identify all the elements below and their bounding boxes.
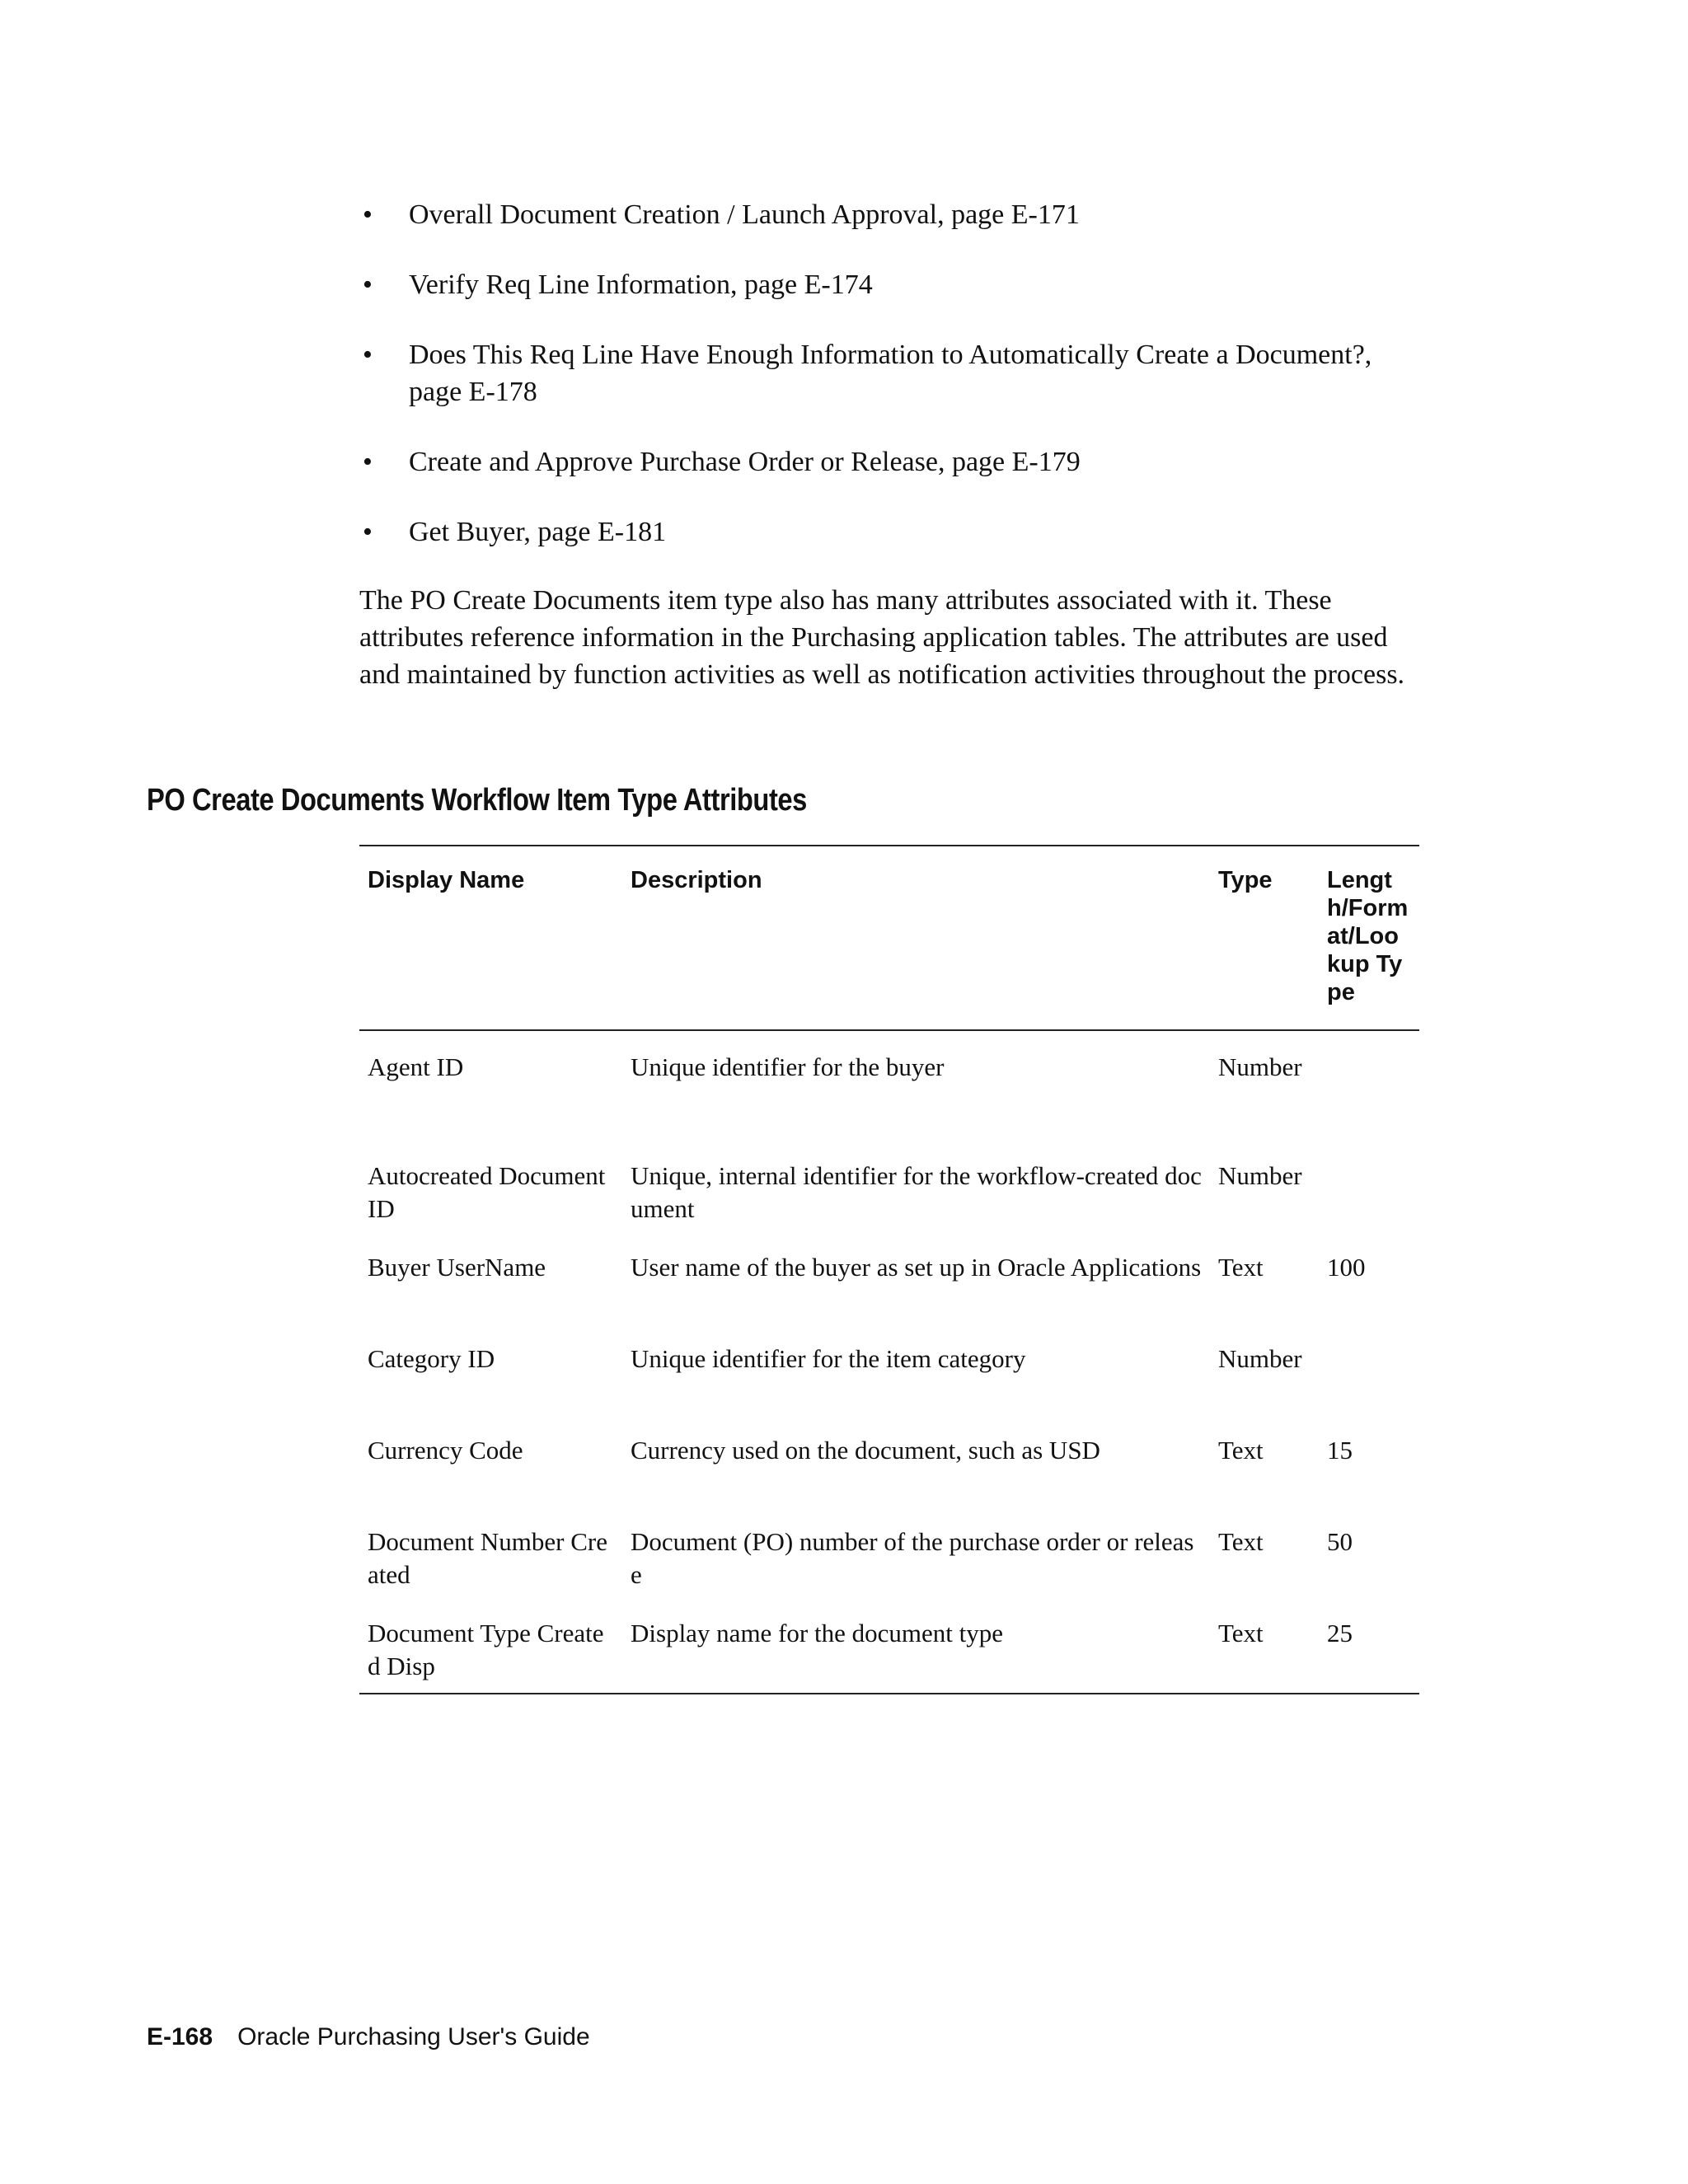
cell-display-name: Autocreated Document ID	[368, 1161, 606, 1223]
cell-display-name: Category ID	[368, 1344, 495, 1373]
table-row	[359, 1416, 1419, 1507]
table-row	[359, 1507, 1419, 1599]
list-item-link[interactable]: Get Buyer, page E-181	[409, 517, 667, 547]
list-item	[359, 266, 1431, 303]
cell-description: Document (PO) number of the purchase order or release	[631, 1527, 1194, 1589]
cell-description: Unique identifier for the item category	[631, 1344, 1026, 1373]
header-type: Type	[1210, 846, 1319, 1030]
cell-length	[1319, 1030, 1419, 1141]
cell-length	[1319, 1141, 1419, 1233]
bullet-icon: •	[363, 269, 373, 300]
cell-type: Number	[1218, 1344, 1302, 1373]
table-row	[359, 1324, 1419, 1416]
cell-display-name: Buyer UserName	[368, 1253, 546, 1282]
cell-description: Display name for the document type	[631, 1619, 1003, 1647]
bullet-icon: •	[363, 517, 373, 547]
intro-paragraph: The PO Create Documents item type also has many attributes associated with it. These attributes reference information in the Purchasing application tables. The attributes are used and maintained by function activities as well as notification activities throughout the process.	[359, 585, 1405, 690]
book-title: Oracle Purchasing User's Guide	[237, 2023, 590, 2050]
cell-length	[1319, 1324, 1419, 1416]
cell-length: 100	[1327, 1253, 1366, 1282]
cell-display-name: Currency Code	[368, 1436, 523, 1465]
bullet-list	[359, 196, 1431, 583]
cell-description: User name of the buyer as set up in Oracle Applications	[631, 1253, 1202, 1282]
list-item	[359, 196, 1431, 233]
cell-type: Text	[1218, 1527, 1264, 1556]
list-item	[359, 443, 1431, 480]
bullet-icon: •	[363, 340, 373, 370]
cell-description: Currency used on the document, such as USD	[631, 1436, 1100, 1465]
page-footer	[147, 2022, 590, 2052]
page-number: E-168	[147, 2023, 213, 2050]
cell-type: Text	[1218, 1619, 1264, 1647]
list-item-link[interactable]: Create and Approve Purchase Order or Release, page E-179	[409, 447, 1081, 477]
bullet-icon: •	[363, 199, 373, 230]
cell-length: 15	[1327, 1436, 1353, 1465]
header-description: Description	[622, 846, 1210, 1030]
list-item-link[interactable]: Verify Req Line Information, page E-174	[409, 269, 873, 300]
list-item-link[interactable]: Overall Document Creation / Launch Approval, page E-171	[409, 199, 1080, 230]
cell-display-name: Document Number Created	[368, 1527, 607, 1589]
cell-display-name: Document Type Created Disp	[368, 1619, 604, 1680]
bullet-icon: •	[363, 447, 373, 477]
cell-length: 25	[1327, 1619, 1353, 1647]
cell-length: 50	[1327, 1527, 1353, 1556]
cell-description: Unique identifier for the buyer	[631, 1052, 945, 1081]
cell-type: Number	[1218, 1161, 1302, 1190]
table-row	[359, 1141, 1419, 1233]
table-row	[359, 1030, 1419, 1141]
table-header-row	[359, 846, 1419, 1030]
list-item-link[interactable]: Does This Req Line Have Enough Information to Automatically Create a Document?, page E-178	[409, 340, 1372, 407]
list-item	[359, 513, 1431, 551]
table-row	[359, 1599, 1419, 1694]
cell-display-name: Agent ID	[368, 1052, 464, 1081]
header-display-name: Display Name	[359, 846, 622, 1030]
list-item	[359, 336, 1431, 410]
cell-description: Unique, internal identifier for the workflow-created document	[631, 1161, 1202, 1223]
cell-type: Number	[1218, 1052, 1302, 1081]
header-length-format-lookup-type: Length/Format/Lookup Type	[1319, 846, 1419, 1030]
section-heading: PO Create Documents Workflow Item Type Attributes	[147, 783, 807, 818]
cell-type: Text	[1218, 1436, 1264, 1465]
attributes-table	[359, 845, 1419, 1694]
cell-type: Text	[1218, 1253, 1264, 1282]
table-row	[359, 1233, 1419, 1324]
